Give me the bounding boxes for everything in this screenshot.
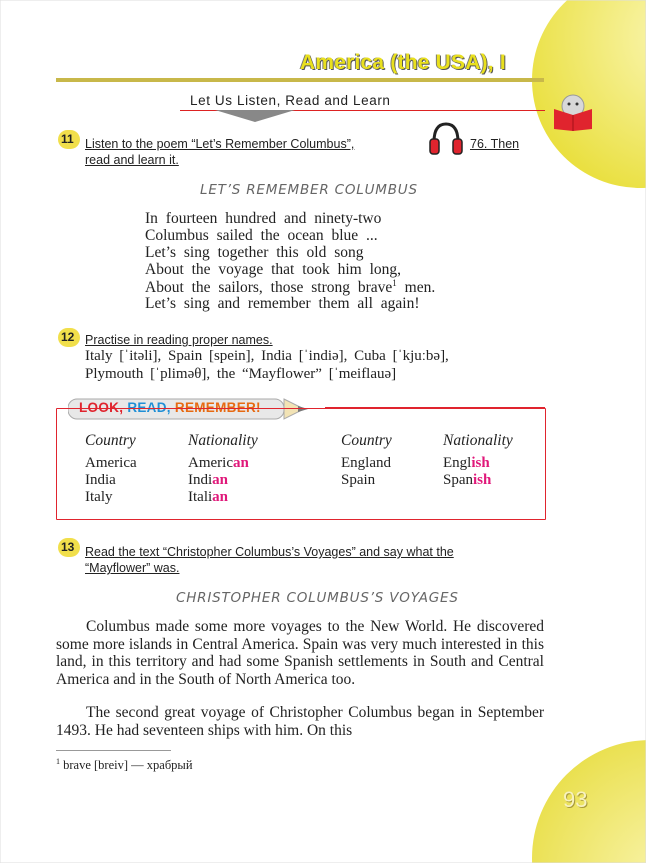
poem-line: About the voyage that took him long, (145, 261, 402, 278)
table-cell-country: India (85, 472, 116, 488)
table-header: Nationality (443, 432, 513, 449)
poem-line: Let’s sing together this old song (145, 244, 364, 261)
section-heading: Let Us Listen, Read and Learn (190, 93, 391, 108)
nationality-suffix: an (212, 472, 229, 488)
table-cell-nationality (188, 455, 249, 472)
text-paragraph: Columbus made some more voyages to the New World. He discovered some more islands in Central America. Spain was very much interested in this land, in this territory and had some Spanish settlements in South and Central America and in the South of North America too. (56, 618, 544, 688)
task-instruction (85, 136, 535, 152)
footnote (56, 757, 193, 773)
poem-line-text: About the sailors, those strong brave (145, 279, 393, 297)
audio-track-label: 76. Then (470, 137, 520, 151)
nationality-suffix: an (212, 489, 228, 505)
table-cell-nationality (443, 455, 490, 472)
poem-line: Let’s sing and remember them all again! (145, 295, 420, 312)
task-number-badge: 11 (58, 130, 80, 149)
nationality-stem: Span (443, 472, 473, 488)
task-number-badge: 12 (58, 328, 80, 347)
section-arrow (215, 110, 295, 124)
table-header: Nationality (188, 432, 258, 449)
table-cell-country: England (341, 455, 391, 471)
table-cell-nationality (188, 489, 228, 506)
nationality-suffix: ish (471, 455, 490, 471)
task-number-badge: 13 (58, 538, 80, 557)
table-header: Country (341, 432, 392, 449)
table-cell-country: Italy (85, 489, 113, 505)
nationality-suffix: an (232, 455, 249, 471)
poem-title: LET’S REMEMBER COLUMBUS (200, 182, 418, 198)
page-title: America (the USA), I (300, 51, 506, 74)
text-title: CHRISTOPHER COLUMBUS’S VOYAGES (176, 590, 459, 606)
task-instruction-line: “Mayflower” was. (85, 561, 180, 575)
nationality-stem: Engl (443, 455, 472, 471)
text-paragraph: The second great voyage of Christopher Columbus began in September 1493. He had seventeen ships with him. On this (56, 704, 544, 739)
footnote-rule (56, 750, 171, 751)
poem-line: In fourteen hundred and ninety-two (145, 210, 382, 227)
header-rule (56, 78, 544, 82)
poem-line-tail: men. (404, 279, 436, 297)
task-instruction-line: Listen to the poem “Let’s Remember Columbus”, (85, 137, 355, 151)
task-instruction: Read the text “Christopher Columbus’s Voyages” and say what the (85, 545, 454, 559)
task-instruction: Practise in reading proper names. (85, 333, 273, 347)
footnote-number: 1 (56, 757, 60, 766)
nationality-stem: Itali (188, 489, 213, 505)
nationality-stem: Americ (188, 455, 233, 471)
nationality-stem: Indi (188, 472, 213, 488)
poem-line: Columbus sailed the ocean blue ... (145, 227, 378, 244)
footnote-text: brave [breiv] — храбрый (63, 758, 193, 773)
read-word: READ, (127, 400, 171, 415)
page-number: 93 (563, 787, 588, 812)
proper-names-line: Italy [ˈitəli], Spain [spein], India [ˈindiə], Cuba [ˈkjuːbə], (85, 348, 449, 364)
table-cell-country: Spain (341, 472, 376, 488)
table-header: Country (85, 432, 136, 449)
task-instruction-line: read and learn it. (85, 153, 179, 167)
nationality-suffix: ish (473, 472, 492, 488)
footnote-mark: 1 (392, 278, 397, 288)
table-cell-nationality (188, 472, 228, 489)
book-mascot-icon (552, 93, 594, 131)
table-cell-country: America (85, 455, 137, 471)
remember-word: REMEMBER! (174, 400, 261, 415)
headphones-icon[interactable] (428, 120, 464, 156)
look-word: LOOK, (79, 400, 124, 415)
table-cell-nationality (443, 472, 491, 489)
proper-names-line: Plymouth [ˈpliməθ], the “Mayflower” [ˈmeiflauə] (85, 366, 397, 382)
